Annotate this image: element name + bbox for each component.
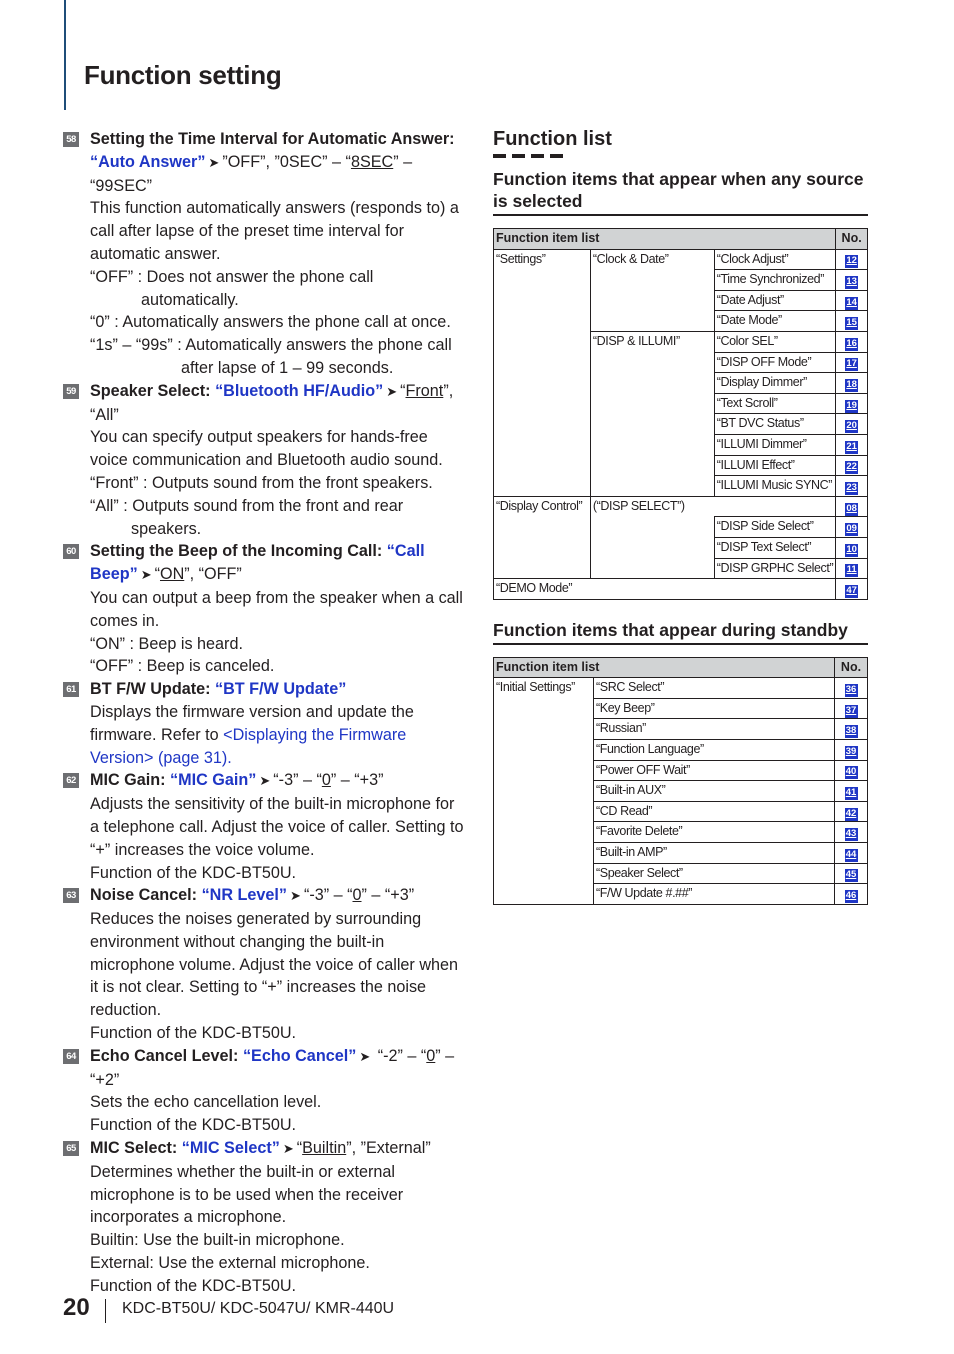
no-cell bbox=[835, 801, 868, 822]
page-ref-link[interactable]: 44 bbox=[845, 848, 857, 860]
page-ref-link[interactable]: 19 bbox=[846, 399, 857, 411]
page-title: Function setting bbox=[84, 60, 282, 90]
page-ref-link[interactable]: 11 bbox=[846, 564, 857, 576]
no-cell bbox=[836, 311, 868, 332]
no-cell bbox=[836, 331, 868, 352]
item-description: “1s” – “99s” : Automatically answers the phone call bbox=[90, 336, 452, 355]
option-default: 0 bbox=[352, 886, 362, 905]
group-cell: “Initial Settings” bbox=[494, 678, 594, 905]
option-text: ”, “All” bbox=[90, 381, 454, 424]
arrow-icon: ➤ bbox=[208, 154, 220, 170]
option-text: ”, “OFF” bbox=[184, 565, 242, 584]
item-heading: BT F/W Update: bbox=[90, 680, 211, 699]
no-cell bbox=[836, 352, 868, 373]
option-text: ” – “+3” bbox=[330, 771, 384, 790]
option-text: “ bbox=[400, 381, 406, 400]
subgroup-cell: “Clock & Date” bbox=[590, 249, 714, 331]
item-description: Function of the KDC-BT50U. bbox=[90, 1024, 297, 1043]
item-cell: “Favorite Delete” bbox=[594, 822, 835, 843]
item-cell: “Power OFF Wait” bbox=[594, 760, 835, 781]
no-cell bbox=[836, 414, 868, 435]
option-default: ON bbox=[159, 565, 185, 584]
item-key: “Auto Answer” bbox=[90, 152, 206, 171]
option-text: ” – “+2” bbox=[90, 1046, 455, 1089]
arrow-icon: ➤ bbox=[140, 567, 152, 583]
settings-list bbox=[63, 128, 465, 1298]
page-ref-link[interactable]: 16 bbox=[846, 337, 857, 349]
no-cell bbox=[836, 537, 868, 558]
page-ref-link[interactable]: 21 bbox=[846, 440, 857, 452]
page-ref-link[interactable]: 12 bbox=[846, 255, 857, 267]
item-heading: MIC Gain: bbox=[90, 771, 166, 790]
item-cell: “Key Beep” bbox=[594, 698, 835, 719]
item-description: Displays the firmware version and update the firmware. Refer to bbox=[90, 702, 414, 744]
item-cell: “DISP GRPHC Select” bbox=[714, 558, 836, 579]
item-heading: Setting the Beep of the Incoming Call: bbox=[90, 542, 383, 561]
no-cell bbox=[836, 270, 868, 291]
setting-item-63 bbox=[63, 884, 465, 1045]
item-description: You can specify output speakers for hands-free voice communication and Bluetooth audio sound. bbox=[90, 428, 443, 470]
item-description: Reduces the noises generated by surrounding environment without changing the built-in microphone volume. Adjust the voice of caller when it is not clear. Setting to “+” increases the noise reduction. bbox=[90, 910, 459, 1020]
item-description: automatically. bbox=[141, 290, 239, 309]
page-ref-link[interactable]: 42 bbox=[845, 807, 857, 819]
page-ref-link[interactable]: 46 bbox=[845, 890, 857, 902]
no-cell bbox=[836, 290, 868, 311]
no-cell bbox=[836, 373, 868, 394]
function-table-any-source bbox=[493, 228, 868, 600]
item-description: “All” : Outputs sound from the front and rear bbox=[90, 496, 404, 515]
no-cell bbox=[836, 579, 868, 600]
item-cell: “Date Mode” bbox=[714, 311, 836, 332]
item-description: “0” : Automatically answers the phone call at once. bbox=[90, 313, 451, 332]
item-key: “MIC Gain” bbox=[170, 771, 257, 790]
page-number: 20 bbox=[63, 1294, 90, 1321]
setting-item-60 bbox=[63, 540, 465, 678]
no-cell bbox=[835, 822, 868, 843]
item-description: This function automatically answers (responds to) a call after lapse of the preset time interval for automatic answer. bbox=[90, 199, 459, 263]
item-description: after lapse of 1 – 99 seconds. bbox=[181, 358, 394, 377]
option-default: Front bbox=[405, 381, 444, 400]
function-table-standby bbox=[493, 657, 868, 905]
item-description: Sets the echo cancellation level. bbox=[90, 1093, 322, 1112]
item-cell: “ILLUMI Dimmer” bbox=[714, 434, 836, 455]
item-cell: “Built-in AMP” bbox=[594, 843, 835, 864]
page-ref-link[interactable]: 45 bbox=[845, 869, 857, 881]
option-default: 8SEC bbox=[350, 152, 394, 171]
page-ref-link[interactable]: 43 bbox=[845, 828, 857, 840]
item-key: “BT F/W Update” bbox=[215, 680, 347, 699]
item-cell: “Built-in AUX” bbox=[594, 781, 835, 802]
item-number: 60 bbox=[63, 544, 79, 559]
no-cell bbox=[836, 249, 868, 270]
item-cell: “Time Synchronized” bbox=[714, 270, 836, 291]
arrow-icon: ➤ bbox=[359, 1048, 371, 1064]
page-ref-link[interactable]: 39 bbox=[845, 745, 857, 757]
item-description: You can output a beep from the speaker when a call comes in. bbox=[90, 588, 463, 630]
item-number: 62 bbox=[63, 773, 79, 788]
header-item-list: Function item list bbox=[494, 229, 836, 250]
item-cell: “Russian” bbox=[594, 719, 835, 740]
table-row bbox=[494, 496, 868, 517]
table-row bbox=[494, 579, 868, 600]
item-key: “Bluetooth HF/Audio” bbox=[215, 381, 384, 400]
table-header bbox=[494, 657, 868, 678]
option-default: 0 bbox=[426, 1046, 436, 1065]
setting-item-58 bbox=[63, 128, 465, 380]
page-ref-link[interactable]: 15 bbox=[846, 317, 857, 329]
group-cell: “Display Control” bbox=[494, 496, 591, 578]
no-cell bbox=[835, 843, 868, 864]
item-number: 61 bbox=[63, 682, 79, 697]
item-cell: “DISP Text Select” bbox=[714, 537, 836, 558]
subgroup-cell: “DISP & ILLUMI” bbox=[590, 331, 714, 496]
arrow-icon: ➤ bbox=[290, 888, 301, 904]
item-number: 59 bbox=[63, 384, 79, 399]
item-key: “Echo Cancel” bbox=[242, 1046, 357, 1065]
item-heading: Echo Cancel Level: bbox=[90, 1046, 239, 1065]
no-cell bbox=[836, 558, 868, 579]
item-cell: “Display Dimmer” bbox=[714, 373, 836, 394]
page-ref-link[interactable]: 47 bbox=[846, 584, 857, 596]
item-heading: Setting the Time Interval for Automatic Answer: bbox=[90, 130, 455, 148]
setting-item-64 bbox=[63, 1045, 465, 1137]
table-header bbox=[494, 229, 868, 250]
item-description: Function of the KDC-BT50U. bbox=[90, 1276, 297, 1295]
item-number: 65 bbox=[63, 1141, 79, 1156]
item-cell: “Text Scroll” bbox=[714, 393, 836, 414]
option-text: ” – “+3” bbox=[361, 886, 415, 905]
item-description: External: Use the external microphone. bbox=[90, 1254, 370, 1273]
item-description: Function of the KDC-BT50U. bbox=[90, 863, 297, 882]
arrow-icon: ➤ bbox=[282, 1141, 294, 1157]
model-names: KDC-BT50U/ KDC-5047U/ KMR-440U bbox=[122, 1300, 395, 1317]
item-cell: “Color SEL” bbox=[714, 331, 836, 352]
page-ref-link[interactable]: 37 bbox=[845, 704, 857, 716]
item-description: Builtin: Use the built-in microphone. bbox=[90, 1231, 345, 1250]
option-default: 0 bbox=[321, 771, 331, 790]
table-row bbox=[494, 249, 868, 270]
no-cell bbox=[835, 781, 868, 802]
title-dashes bbox=[493, 154, 868, 158]
page-ref-link[interactable]: 23 bbox=[846, 481, 857, 493]
page-ref-link[interactable]: 38 bbox=[845, 725, 857, 737]
no-cell bbox=[835, 719, 868, 740]
arrow-icon: ➤ bbox=[259, 773, 271, 789]
item-number: 58 bbox=[63, 132, 79, 147]
item-heading: Speaker Select: bbox=[90, 381, 211, 400]
item-cell: “Function Language” bbox=[594, 740, 835, 761]
item-description: “OFF” : Beep is canceled. bbox=[90, 657, 275, 676]
item-cell: “Clock Adjust” bbox=[714, 249, 836, 270]
header-no: No. bbox=[836, 229, 868, 250]
item-key: “NR Level” bbox=[201, 886, 288, 905]
page-ref-link[interactable]: 17 bbox=[846, 358, 857, 370]
page-ref-link[interactable]: 18 bbox=[846, 378, 857, 390]
table-row bbox=[494, 678, 868, 699]
subgroup-cell: (“DISP SELECT”) bbox=[590, 496, 835, 517]
spacer-cell bbox=[590, 517, 714, 579]
item-heading: Noise Cancel: bbox=[90, 886, 198, 905]
no-cell bbox=[836, 434, 868, 455]
page-ref-link[interactable]: 10 bbox=[846, 543, 857, 555]
header-item-list: Function item list bbox=[494, 657, 835, 678]
option-text: “-3” – “ bbox=[273, 771, 322, 790]
page-ref-link[interactable]: 13 bbox=[846, 275, 857, 287]
setting-item-65 bbox=[63, 1137, 465, 1298]
page-ref-link[interactable]: 22 bbox=[846, 461, 857, 473]
item-cell: “CD Read” bbox=[594, 801, 835, 822]
header-no: No. bbox=[835, 657, 868, 678]
page-ref-link[interactable]: 40 bbox=[845, 766, 857, 778]
footer-divider bbox=[105, 1299, 106, 1323]
no-cell bbox=[835, 863, 868, 884]
item-number: 64 bbox=[63, 1049, 79, 1064]
option-default: Builtin bbox=[302, 1139, 347, 1158]
option-text: “-2” – “ bbox=[377, 1046, 427, 1065]
option-text: “ bbox=[296, 1139, 303, 1158]
item-cell: “F/W Update #.##” bbox=[594, 884, 835, 905]
item-cell: “BT DVC Status” bbox=[714, 414, 836, 435]
item-cell: “DISP OFF Mode” bbox=[714, 352, 836, 373]
section-heading-any-source: Function items that appear when any source is selected bbox=[493, 168, 868, 216]
group-cell: “DEMO Mode” bbox=[494, 579, 836, 600]
option-text: ”, ”External” bbox=[346, 1139, 431, 1158]
option-text: “ bbox=[154, 565, 160, 584]
option-text: ” – “99SEC” bbox=[90, 152, 413, 195]
item-key: “Call Beep” bbox=[90, 542, 425, 584]
item-description: “Front” : Outputs sound from the front speakers. bbox=[90, 473, 433, 492]
item-description: Function of the KDC-BT50U. bbox=[90, 1116, 297, 1135]
page-ref-link[interactable]: 20 bbox=[846, 420, 857, 432]
page-ref-link[interactable]: 36 bbox=[845, 684, 857, 696]
no-cell bbox=[835, 698, 868, 719]
no-cell bbox=[836, 476, 868, 497]
item-cell: “Speaker Select” bbox=[594, 863, 835, 884]
item-description: “OFF” : Does not answer the phone call bbox=[90, 267, 374, 286]
setting-item-61 bbox=[63, 678, 465, 769]
no-cell bbox=[836, 517, 868, 538]
no-cell bbox=[835, 884, 868, 905]
function-list-title: Function list bbox=[493, 128, 612, 150]
item-cell: “ILLUMI Effect” bbox=[714, 455, 836, 476]
item-cell: “Date Adjust” bbox=[714, 290, 836, 311]
header-rule bbox=[64, 0, 66, 110]
option-text: ”OFF”, ”0SEC” – “ bbox=[222, 152, 351, 171]
no-cell bbox=[835, 740, 868, 761]
item-description: “ON” : Beep is heard. bbox=[90, 634, 243, 653]
no-cell bbox=[835, 678, 868, 699]
arrow-icon: ➤ bbox=[386, 383, 398, 399]
page-ref-link[interactable]: 41 bbox=[845, 787, 857, 799]
item-heading: MIC Select: bbox=[90, 1139, 178, 1158]
item-key: “MIC Select” bbox=[181, 1139, 280, 1158]
firmware-page-link[interactable]: <Displaying the Firmware Version> (page 31). bbox=[90, 725, 407, 767]
section-heading-standby: Function items that appear during standby bbox=[493, 619, 868, 645]
item-number: 63 bbox=[63, 888, 79, 903]
item-cell: “SRC Select” bbox=[594, 678, 835, 699]
item-cell: “DISP Side Select” bbox=[714, 517, 836, 538]
function-list-section bbox=[493, 128, 868, 905]
item-description: Adjusts the sensitivity of the built-in microphone for a telephone call. Adjust the voice of caller. Setting to “+” increases the voice volume. bbox=[90, 795, 464, 859]
item-description: Determines whether the built-in or external microphone is to be used when the receiver incorporates a microphone. bbox=[90, 1162, 404, 1227]
setting-item-59 bbox=[63, 380, 465, 541]
option-text: “-3” – “ bbox=[303, 886, 353, 905]
page-ref-link[interactable]: 08 bbox=[846, 502, 857, 514]
no-cell bbox=[835, 760, 868, 781]
page-ref-link[interactable]: 09 bbox=[846, 523, 857, 535]
no-cell bbox=[836, 496, 868, 517]
group-cell: “Settings” bbox=[494, 249, 591, 496]
item-description: speakers. bbox=[131, 519, 202, 538]
setting-item-62 bbox=[63, 769, 465, 884]
item-cell: “ILLUMI Music SYNC” bbox=[714, 476, 836, 497]
page-ref-link[interactable]: 14 bbox=[846, 296, 857, 308]
no-cell bbox=[836, 455, 868, 476]
no-cell bbox=[836, 393, 868, 414]
